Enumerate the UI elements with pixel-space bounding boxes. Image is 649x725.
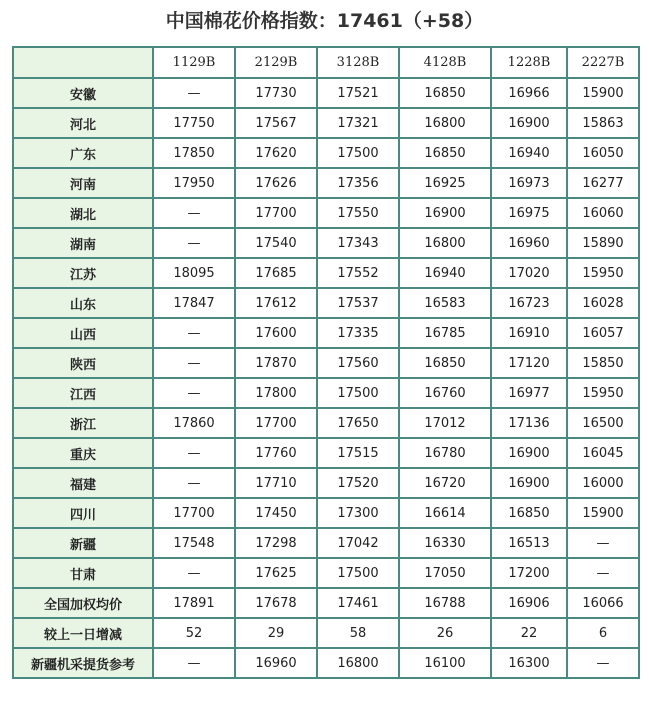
- row-label: 山西: [13, 318, 153, 348]
- table-row: [13, 648, 639, 678]
- table-cell: 17567: [235, 108, 317, 138]
- table-cell: —: [153, 198, 235, 228]
- table-row: [13, 498, 639, 528]
- table-cell: 17343: [317, 228, 399, 258]
- table-cell: 16973: [491, 168, 567, 198]
- table-cell: —: [153, 348, 235, 378]
- table-cell: 16960: [235, 648, 317, 678]
- row-label: 江苏: [13, 258, 153, 288]
- column-header: 3128B: [317, 47, 399, 78]
- row-label: 江西: [13, 378, 153, 408]
- table-row: [13, 258, 639, 288]
- table-cell: 15850: [567, 348, 639, 378]
- column-header: 4128B: [399, 47, 491, 78]
- table-cell: 16900: [491, 468, 567, 498]
- table-cell: —: [153, 378, 235, 408]
- table-cell: 16800: [399, 108, 491, 138]
- table-cell: 16045: [567, 438, 639, 468]
- table-cell: 17750: [153, 108, 235, 138]
- table-cell: 16906: [491, 588, 567, 618]
- table-cell: 17730: [235, 78, 317, 108]
- row-label: 安徽: [13, 78, 153, 108]
- table-row: [13, 108, 639, 138]
- row-label: 全国加权均价: [13, 588, 153, 618]
- table-cell: 17600: [235, 318, 317, 348]
- table-row: [13, 288, 639, 318]
- table-cell: 17847: [153, 288, 235, 318]
- table-cell: 16300: [491, 648, 567, 678]
- table-cell: 17860: [153, 408, 235, 438]
- table-cell: —: [153, 318, 235, 348]
- table-row: [13, 468, 639, 498]
- table-cell: 17552: [317, 258, 399, 288]
- table-cell: 16960: [491, 228, 567, 258]
- table-row: [13, 138, 639, 168]
- table-cell: 17335: [317, 318, 399, 348]
- table-cell: 17700: [235, 198, 317, 228]
- table-row: [13, 438, 639, 468]
- row-label: 较上一日增减: [13, 618, 153, 648]
- table-cell: 16780: [399, 438, 491, 468]
- table-cell: 17550: [317, 198, 399, 228]
- table-cell: 16760: [399, 378, 491, 408]
- table-cell: 17650: [317, 408, 399, 438]
- table-cell: 16066: [567, 588, 639, 618]
- row-label: 广东: [13, 138, 153, 168]
- table-cell: 26: [399, 618, 491, 648]
- table-cell: —: [153, 228, 235, 258]
- row-label: 陕西: [13, 348, 153, 378]
- table-cell: 17012: [399, 408, 491, 438]
- table-cell: 16900: [399, 198, 491, 228]
- table-cell: 16100: [399, 648, 491, 678]
- row-label: 新疆机采提货参考: [13, 648, 153, 678]
- page-title: 中国棉花价格指数：17461（+58）: [165, 10, 484, 32]
- table-cell: 16720: [399, 468, 491, 498]
- table-cell: 16900: [491, 108, 567, 138]
- table-cell: 16277: [567, 168, 639, 198]
- table-cell: 17515: [317, 438, 399, 468]
- table-cell: —: [153, 648, 235, 678]
- table-cell: 16583: [399, 288, 491, 318]
- table-cell: 17300: [317, 498, 399, 528]
- table-cell: 17537: [317, 288, 399, 318]
- table-cell: 16800: [317, 648, 399, 678]
- row-label: 四川: [13, 498, 153, 528]
- row-label: 浙江: [13, 408, 153, 438]
- row-label: 重庆: [13, 438, 153, 468]
- column-header: 2227B: [567, 47, 639, 78]
- table-cell: 16513: [491, 528, 567, 558]
- table-cell: 17520: [317, 468, 399, 498]
- table-cell: 17298: [235, 528, 317, 558]
- table-cell: 16977: [491, 378, 567, 408]
- table-cell: 22: [491, 618, 567, 648]
- table-cell: 17500: [317, 138, 399, 168]
- table-row: [13, 528, 639, 558]
- column-header: 2129B: [235, 47, 317, 78]
- table-cell: —: [153, 468, 235, 498]
- table-cell: 16850: [399, 138, 491, 168]
- table-row: [13, 318, 639, 348]
- table-cell: 15863: [567, 108, 639, 138]
- table-cell: 17540: [235, 228, 317, 258]
- table-cell: 16850: [399, 78, 491, 108]
- table-cell: 16975: [491, 198, 567, 228]
- table-row: [13, 588, 639, 618]
- table-cell: —: [153, 558, 235, 588]
- table-cell: —: [567, 648, 639, 678]
- table-cell: 17678: [235, 588, 317, 618]
- table-cell: 17626: [235, 168, 317, 198]
- table-row: [13, 168, 639, 198]
- table-cell: 17710: [235, 468, 317, 498]
- table-cell: 17120: [491, 348, 567, 378]
- table-cell: 16910: [491, 318, 567, 348]
- table-cell: 17800: [235, 378, 317, 408]
- table-header-row: [13, 47, 639, 78]
- table-row: [13, 378, 639, 408]
- table-cell: 17050: [399, 558, 491, 588]
- table-cell: 15950: [567, 378, 639, 408]
- table-cell: 16940: [399, 258, 491, 288]
- table-cell: 16614: [399, 498, 491, 528]
- table-cell: 17548: [153, 528, 235, 558]
- table-cell: 17612: [235, 288, 317, 318]
- row-label: 福建: [13, 468, 153, 498]
- table-cell: 16925: [399, 168, 491, 198]
- table-cell: 17321: [317, 108, 399, 138]
- table-cell: 17850: [153, 138, 235, 168]
- table-cell: 17700: [235, 408, 317, 438]
- header-corner-cell: [13, 47, 153, 78]
- row-label: 湖北: [13, 198, 153, 228]
- table-row: [13, 558, 639, 588]
- table-cell: 15950: [567, 258, 639, 288]
- table-cell: 16028: [567, 288, 639, 318]
- table-cell: 16788: [399, 588, 491, 618]
- table-row: [13, 408, 639, 438]
- table-cell: 17560: [317, 348, 399, 378]
- table-cell: 17625: [235, 558, 317, 588]
- table-cell: —: [153, 78, 235, 108]
- table-cell: 17870: [235, 348, 317, 378]
- row-label: 山东: [13, 288, 153, 318]
- table-cell: 16966: [491, 78, 567, 108]
- row-label: 新疆: [13, 528, 153, 558]
- table-cell: 16330: [399, 528, 491, 558]
- table-cell: 16500: [567, 408, 639, 438]
- table-cell: 6: [567, 618, 639, 648]
- table-cell: 16940: [491, 138, 567, 168]
- table-cell: 52: [153, 618, 235, 648]
- table-cell: 16900: [491, 438, 567, 468]
- table-cell: 15900: [567, 78, 639, 108]
- table-cell: 17521: [317, 78, 399, 108]
- table-cell: 16723: [491, 288, 567, 318]
- table-cell: 16050: [567, 138, 639, 168]
- table-cell: 16000: [567, 468, 639, 498]
- table-cell: 16785: [399, 318, 491, 348]
- table-cell: 16800: [399, 228, 491, 258]
- row-label: 河北: [13, 108, 153, 138]
- table-cell: 17500: [317, 558, 399, 588]
- table-cell: —: [567, 558, 639, 588]
- table-cell: 17500: [317, 378, 399, 408]
- table-cell: 15890: [567, 228, 639, 258]
- table-cell: 16060: [567, 198, 639, 228]
- table-cell: 17700: [153, 498, 235, 528]
- table-row: [13, 78, 639, 108]
- table-cell: 16850: [491, 498, 567, 528]
- row-label: 湖南: [13, 228, 153, 258]
- table-cell: 17450: [235, 498, 317, 528]
- table-cell: 18095: [153, 258, 235, 288]
- table-cell: 17620: [235, 138, 317, 168]
- table-cell: 17461: [317, 588, 399, 618]
- table-row: [13, 198, 639, 228]
- table-cell: —: [153, 438, 235, 468]
- table-row: [13, 618, 639, 648]
- table-cell: 17200: [491, 558, 567, 588]
- table-cell: 15900: [567, 498, 639, 528]
- table-cell: —: [567, 528, 639, 558]
- column-header: 1129B: [153, 47, 235, 78]
- table-cell: 29: [235, 618, 317, 648]
- table-row: [13, 228, 639, 258]
- column-header: 1228B: [491, 47, 567, 78]
- table-cell: 58: [317, 618, 399, 648]
- row-label: 河南: [13, 168, 153, 198]
- table-cell: 16850: [399, 348, 491, 378]
- table-cell: 17950: [153, 168, 235, 198]
- table-cell: 17042: [317, 528, 399, 558]
- cotton-price-table: [12, 46, 640, 679]
- table-cell: 17136: [491, 408, 567, 438]
- table-cell: 17356: [317, 168, 399, 198]
- table-row: [13, 348, 639, 378]
- table-cell: 16057: [567, 318, 639, 348]
- table-cell: 17020: [491, 258, 567, 288]
- row-label: 甘肃: [13, 558, 153, 588]
- table-cell: 17685: [235, 258, 317, 288]
- table-cell: 17891: [153, 588, 235, 618]
- table-cell: 17760: [235, 438, 317, 468]
